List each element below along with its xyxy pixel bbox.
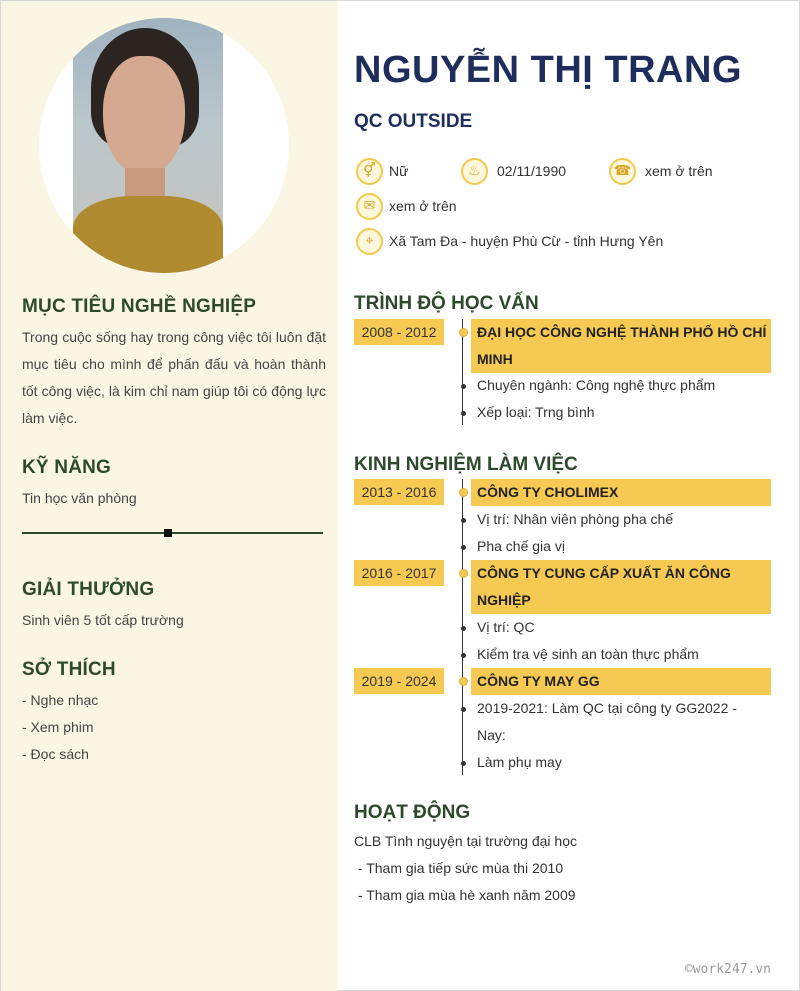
experience-title: KINH NGHIỆM LÀM VIỆC (354, 454, 578, 475)
timeline-bullet (461, 545, 466, 550)
skills-title: KỸ NĂNG (22, 457, 112, 478)
activity-item: - Tham gia tiếp sức mùa thi 2010 (354, 860, 564, 876)
objective-title: MỤC TIÊU NGHỀ NGHIỆP (22, 296, 257, 317)
phone-value: xem ở trên (645, 163, 713, 179)
awards-title: GIẢI THƯỞNG (22, 579, 155, 600)
education-major: Chuyên ngành: Công nghệ thực phẩm (477, 377, 716, 393)
activity-item: CLB Tình nguyện tại trường đại học (354, 833, 577, 849)
experience-company: CÔNG TY CUNG CẤP XUẤT ĂN CÔNG NGHIỆP (477, 565, 731, 608)
timeline-dot (459, 488, 468, 497)
education-school: ĐẠI HỌC CÔNG NGHỆ THÀNH PHỐ HỒ CHÍ MINH (477, 324, 767, 367)
job-position: QC OUTSIDE (354, 111, 473, 132)
full-name: NGUYỄN THỊ TRANG (354, 49, 742, 91)
experience-years: 2013 - 2016 (354, 479, 444, 505)
timeline-bullet (461, 761, 466, 766)
avatar (39, 18, 289, 273)
email-value: xem ở trên (389, 198, 457, 214)
timeline-bullet (461, 518, 466, 523)
timeline-dot (459, 677, 468, 686)
map-icon: ⌖ (356, 228, 383, 255)
education-years: 2008 - 2012 (354, 319, 444, 345)
experience-line: Pha chế gia vị (477, 538, 565, 554)
experience-company: CÔNG TY CHOLIMEX (477, 484, 619, 500)
cake-icon: ♨ (461, 158, 488, 185)
hobbies-title: SỞ THÍCH (22, 659, 116, 680)
address-value: Xã Tam Đa - huyện Phù Cừ - tỉnh Hưng Yên (389, 233, 664, 249)
timeline-dot (459, 328, 468, 337)
objective-text: Trong cuộc sống hay trong công việc tôi luôn đặt mục tiêu cho mình để phấn đấu và hoàn thành tốt công việc, là kim chỉ nam giúp tôi có động lực làm việc. (22, 329, 326, 426)
timeline-bullet (461, 626, 466, 631)
timeline-bullet (461, 653, 466, 658)
skill-level-marker (164, 529, 172, 537)
gender-icon: ⚥ (356, 158, 383, 185)
awards-text: Sinh viên 5 tốt cấp trường (22, 612, 184, 628)
hobby-item: - Nghe nhạc (22, 692, 99, 708)
skill-name: Tin học văn phòng (22, 490, 137, 506)
hobby-item: - Đọc sách (22, 746, 89, 762)
birthday-value: 02/11/1990 (497, 163, 567, 179)
activities-title: HOẠT ĐỘNG (354, 802, 471, 823)
education-title: TRÌNH ĐỘ HỌC VẤN (354, 293, 539, 314)
experience-years: 2016 - 2017 (354, 560, 444, 586)
experience-years: 2019 - 2024 (354, 668, 444, 694)
skill-level-bar (22, 532, 323, 534)
experience-company: CÔNG TY MAY GG (477, 673, 600, 689)
experience-line: Vị trí: Nhân viên phòng pha chế (477, 511, 674, 527)
timeline-dot (459, 569, 468, 578)
gender-value: Nữ (389, 163, 409, 179)
watermark: ©work247.vn (684, 962, 771, 977)
timeline-bullet (461, 384, 466, 389)
experience-line: Làm phụ may (477, 754, 562, 770)
timeline-bullet (461, 707, 466, 712)
experience-line: 2019-2021: Làm QC tại công ty GG2022 - Nay: (477, 700, 737, 743)
activity-item: - Tham gia mùa hè xanh năm 2009 (354, 887, 576, 903)
hobby-item: - Xem phim (22, 719, 94, 735)
timeline-bullet (461, 411, 466, 416)
experience-line: Kiểm tra vệ sinh an toàn thực phẩm (477, 646, 699, 662)
experience-line: Vị trí: QC (477, 619, 535, 635)
profile-photo (73, 18, 223, 273)
mail-icon: ✉ (356, 193, 383, 220)
phone-icon: ☎ (609, 158, 636, 185)
education-grade: Xếp loại: Trng bình (477, 404, 595, 420)
